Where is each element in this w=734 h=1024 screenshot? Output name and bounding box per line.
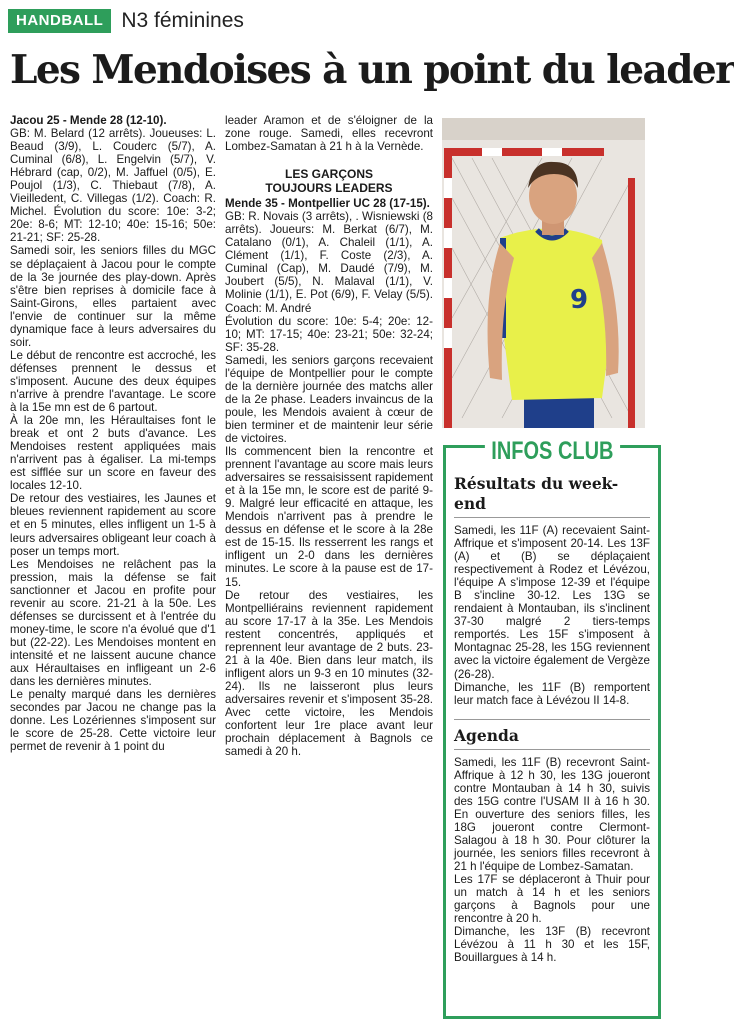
results-paragraph: Samedi, les 11F (A) recevaient Saint-Affrique et s'imposent 20-14. Les 13F (A) et (B) se déplaçaient respectivement à Rodez et Lévézou, l'équipe A s'impose 12-39 et l'équipe B s'incline 30-12. Les 13G se rendaient à Montauban, ils s'inclinent 37-30 malgré 2 tiers-temps remportés. Les 15F s'imposent à Montagnac 25-28, les 15G reviennent avec la victoire également de Vergèze (26-28). (454, 524, 650, 681)
paragraph: Le début de rencontre est accroché, les défenses prennent le dessus et s'imposent. Aucune des deux équipes n'arrive à prendre l'avantage. Le score à la 15e mn est de 6 partout. (10, 348, 216, 415)
score-line-women: Jacou 25 - Mende 28 (12-10). (10, 114, 167, 127)
subheading (225, 167, 433, 195)
agenda-paragraph: Dimanche, les 13F (B) recevront Lévézou à 11 h 30 et les 15F, Bouillargues à 14 h. (454, 925, 650, 965)
article-column-2 (225, 114, 433, 758)
infos-club-box (443, 437, 661, 1019)
handball-player-illustration (442, 118, 645, 428)
results-heading: Résultats du week-end (454, 474, 619, 513)
paragraph: Samedi soir, les seniors filles du MGC se déplaçaient à Jacou pour le compte de la 3e journée des play-down. Après s'être bien reprises à domicile face à Saint-Girons, elles partaient avec l'envie de continuer sur la même dynamique face à leurs adversaires du soir. (10, 244, 216, 349)
lineup-women: GB: M. Belard (12 arrêts). Joueuses: L. Beaud (3/9), L. Couderc (5/7), A. Cuminal (6/8), L. Engelvin (5/7), V. Hébrard (cap, 0/2), M. Jaffuel (0/5), E. Poujol (1/3), C. Thiebaut (7/8), A. Vieilledent, C. Villegas (1/2). Coach: R. Michel. Évolution du score: 10e: 3-2; 20e: 8-6; MT: 12-10; 40e: 15-16; 50e: 21-21; SF: 25-28. (10, 127, 216, 245)
paragraph: À la 20e mn, les Héraultaises font le break et ont 2 buts d'avance. Les Mendoises restent appliquées mais n'arrivent pas à égaliser. La mi-temps est sifflée sur un score en faveur des locales 12-10. (10, 414, 216, 493)
agenda-paragraph: Samedi, les 11F (B) recevront Saint-Affrique à 12 h 30, les 13G joueront contre Montauban à 14 h 30, suivis des 15G contre l'USAM II à 16 h 30. En ouverture des seniors filles, les 18G joueront contre Clermont-Salagou à 18 h 30. Pour clôturer la journée, les seniors filles recevront à 21 h l'équipe de Lombez-Samatan. (454, 755, 650, 874)
agenda-paragraph: Les 17F se déplaceront à Thuir pour un match à 14 h et les seniors garçons à Bagnols pour une rencontre à 20 h. (454, 873, 650, 926)
player-photo (442, 118, 645, 428)
paragraph: leader Aramon et de s'éloigner de la zone rouge. Samedi, elles recevront Lombez-Samatan à 21 h à la Vernède. (225, 114, 433, 154)
paragraph: Samedi, les seniors garçons recevaient l'équipe de Montpellier pour le compte de la dernière journée des matchs aller de la 2e phase. Leaders invaincus de la poule, les Mendois avaient à cœur de bien terminer et de maintenir leur série de victoires. (225, 353, 433, 445)
paragraph: Les Mendoises ne relâchent pas la pression, mais la défense se fait sanctionner et Jacou en profite pour revenir au score. 21-21 à la 50e. Les défenses se durcissent et à l'entrée du money-time, le score n'a évolué que d'1 but (22-22). Les Mendoises montent en intensité et ne laissent aucune chance aux Héraultaises en infligeant un 2-6 dans les dernières minutes. (10, 557, 216, 689)
article-column-1 (10, 114, 216, 753)
results-paragraph: Dimanche, les 11F (B) remportent leur match face à Lévézou II 14-8. (454, 680, 650, 707)
lineup-men: GB: R. Novais (3 arrêts), . Wisniewski (8 arrêts). Joueurs: M. Berkat (6/7), M. Catalano (0/1), A. Chaleil (1/1), A. Clément (1/1), F. Coste (2/3), A. Cuminal (Cap), M. Daudé (7/9), M. Joubert (5/5), N. Malaval (1/1), V. Molinie (1/1), E. Pot (6/9), F. Velay (5/5). Coach: M. André (225, 210, 433, 315)
divider (454, 719, 650, 720)
score-line-men: Mende 35 - Montpellier UC 28 (17-15). (225, 197, 430, 211)
section-tag: HANDBALL (8, 9, 111, 33)
paragraph: De retour des vestiaires, les Montpelliérains reviennent rapidement au score 17-17 à la 35e. Les Mendois restent concentrés, appliqués et reprennent leur avantage de 2 buts. 23-21 à la 40e. Bien dans leur match, ils infligent alors un 9-3 en 10 minutes (32-24). Ils ne laisseront plus leurs adversaires revenir et s'imposent 35-28. Avec cette victoire, les Mendois confortent leur 1re place avant leur prochain déplacement à Bagnols ce samedi à 20 h. (225, 588, 433, 759)
subheading-line-2: TOUJOURS LEADERS (265, 181, 393, 196)
infobox-title: INFOS CLUB (484, 437, 619, 465)
divider (454, 517, 650, 518)
paragraph: Le penalty marqué dans les dernières secondes par Jacou ne change pas la donne. Les Lozériennes s'imposent sur le score de 25-28. Cette victoire leur permet de revenir à 1 point du (10, 688, 216, 754)
score-evolution-men: Évolution du score: 10e: 5-4; 20e: 12-10; MT: 17-15; 40e: 23-21; 50e: 32-24; SF: 35-28. (225, 314, 433, 354)
paragraph: Ils commencent bien la rencontre et prennent l'avantage au score mais leurs adversaires se ressaisissent rapidement et à la 15e mn, le score est de parité 9-9. Malgré leur efficacité en attaque, les Mendois n'arrivent pas à prendre le dessus en défense et le score à la 28e est de 15-15. Ils resserrent les rangs et infligent un 2-0 dans les dernières minutes. Le score à la pause est de 17-15. (225, 445, 433, 589)
svg-text:9: 9 (570, 285, 589, 315)
agenda-heading: Agenda (454, 725, 519, 745)
infobox-title-wrap (446, 437, 658, 465)
divider (454, 749, 650, 750)
subheading-line-1: LES GARÇONS (284, 167, 373, 182)
headline: Les Mendoises à un point du leader (10, 47, 734, 93)
paragraph: De retour des vestiaires, les Jaunes et bleues reviennent rapidement au score et en 5 minutes, elles infligent un 1-5 à leurs adversaires obligeant leur coach à poser un temps mort. (10, 492, 216, 558)
section-rubric: N3 féminines (121, 9, 244, 32)
section-kicker (8, 8, 244, 34)
